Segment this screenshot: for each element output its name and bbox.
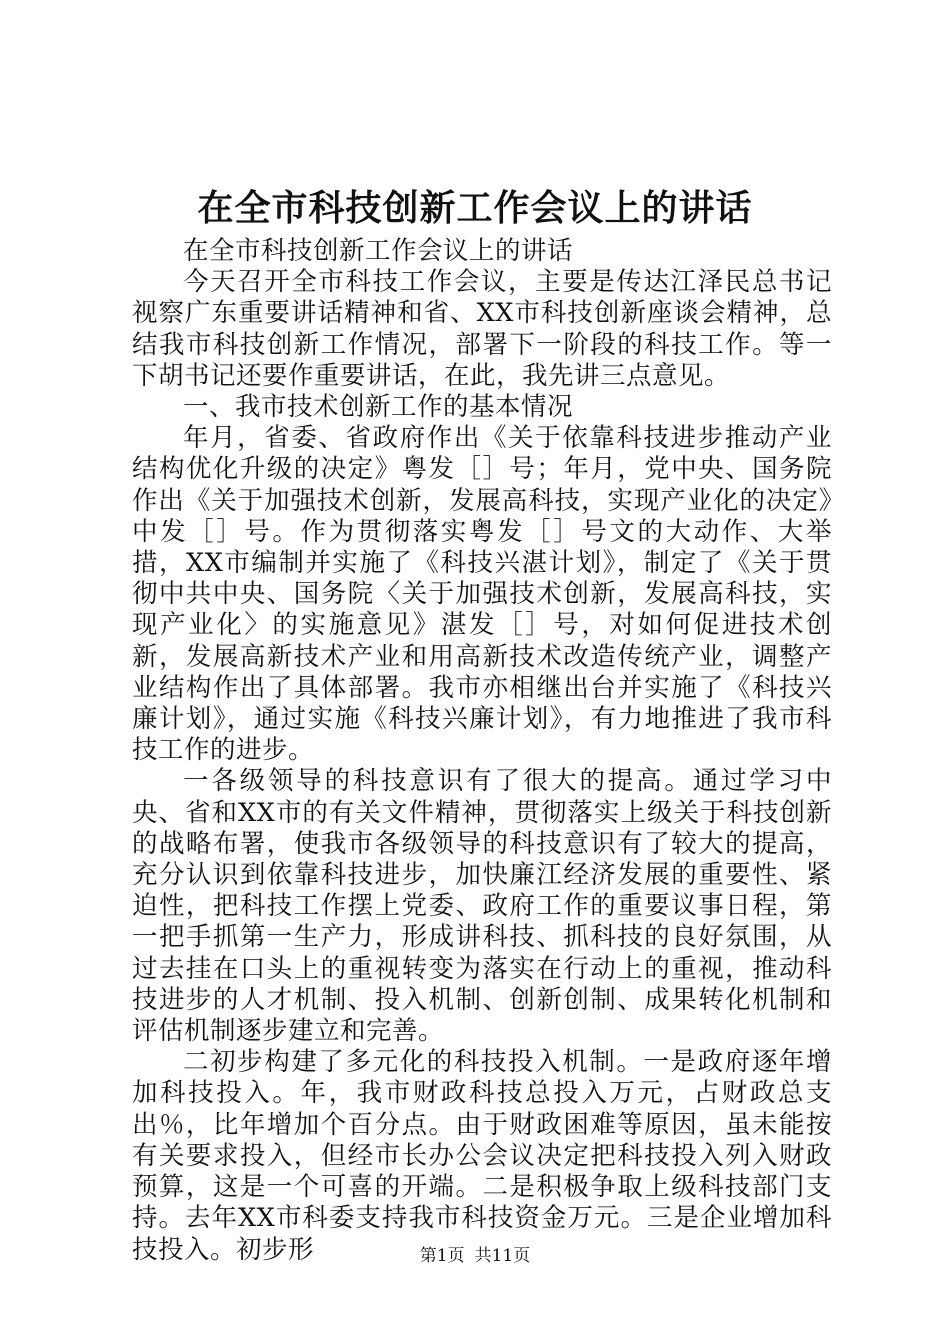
document-title: 在全市科技创新工作会议上的讲话 <box>197 187 753 229</box>
document-body <box>132 236 832 1266</box>
paragraph-repeated-title: 在全市科技创新工作会议上的讲话 <box>183 236 574 266</box>
paragraph-investment-mechanism: 二初步构建了多元化的科技投入机制。一是政府逐年增加科技投入。年，我市财政科技总投入万元，占财政总支出％，比年增加个百分点。由于财政困难等原因，虽未能按有关要求投入，但经市长办公会议决定把科技投入列入财政预算，这是一个可喜的开端。二是积极争取上级科技部门支持。去年XX市科委支持我市科技资金万元。三是企业增加科技投入。初步形 <box>132 1047 832 1265</box>
page-footer <box>0 1244 950 1268</box>
page-total: 共11页 <box>474 1246 531 1266</box>
paragraph-leadership-awareness: 一各级领导的科技意识有了很大的提高。通过学习中央、省和XX市的有关文件精神，贯彻落实上级关于科技创新的战略布署，使我市各级领导的科技意识有了较大的提高，充分认识到依靠科技进步，加快廉江经济发展的重要性、紧迫性，把科技工作摆上党委、政府工作的重要议事日程，第一把手抓第一生产力，形成讲科技、抓科技的良好氛围，从过去挂在口头上的重视转变为落实在行动上的重视，推动科技进步的人才机制、投入机制、创新创制、成果转化机制和评估机制逐步建立和完善。 <box>132 766 832 1047</box>
page-number: 第1页 <box>419 1246 465 1266</box>
paragraph-policy-background: 年月，省委、省政府作出《关于依靠科技进步推动产业结构优化升级的决定》粤发［］号；年月，党中央、国务院作出《关于加强技术创新，发展高科技，实现产业化的决定》中发［］号。作为贯彻落实粤发［］号文的大动作、大举措，XX市编制并实施了《科技兴湛计划》，制定了《关于贯彻中共中央、国务院〈关于加强技术创新，发展高科技，实现产业化〉的实施意见》湛发［］号，对如何促进技术创新，发展高新技术产业和用高新技术改造传统产业，调整产业结构作出了具体部署。我市亦相继出台并实施了《科技兴廉计划》，通过实施《科技兴廉计划》，有力地推进了我市科技工作的进步。 <box>132 423 832 766</box>
section-heading-1: 一、我市技术创新工作的基本情况 <box>183 392 574 423</box>
paragraph-intro: 今天召开全市科技工作会议，主要是传达江泽民总书记视察广东重要讲话精神和省、XX市科技创新座谈会精神，总结我市科技创新工作情况，部署下一阶段的科技工作。等一下胡书记还要作重要讲话，在此，我先讲三点意见。 <box>132 267 832 391</box>
